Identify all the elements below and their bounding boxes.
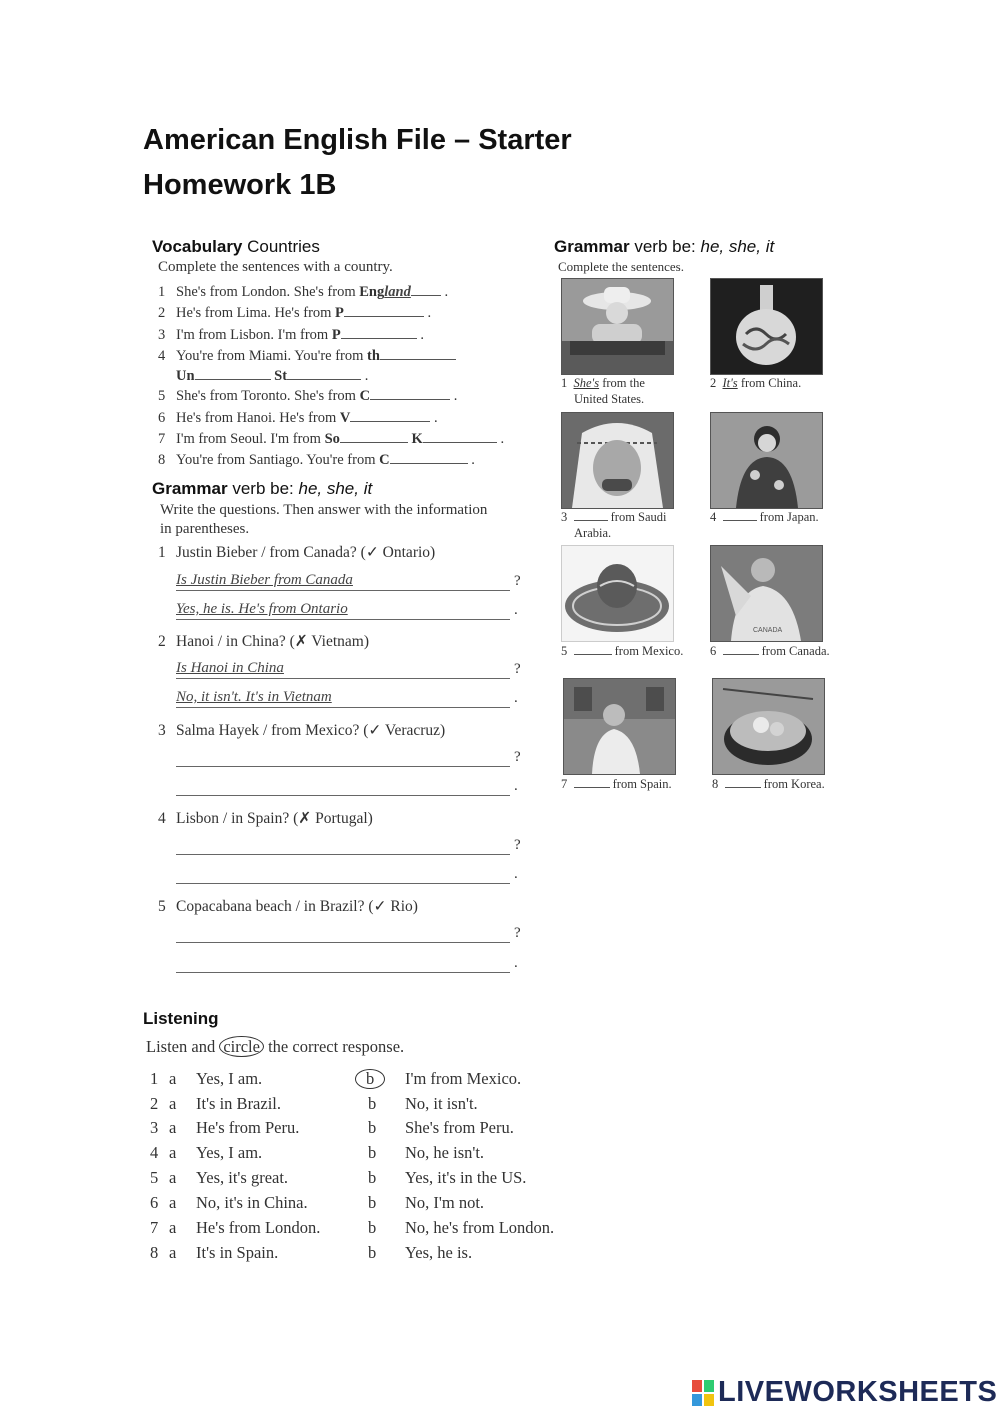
listening-option-b-6[interactable]: No, I'm not.	[405, 1193, 485, 1212]
question-prompt-3: 3 Salma Hayek / from Mexico? (✓ Veracruz)	[158, 722, 446, 739]
short-answer-3[interactable]	[176, 777, 510, 796]
vocab-blank-4b[interactable]	[195, 367, 271, 380]
listening-number-8: 8	[150, 1243, 159, 1262]
vocab-blank-7a[interactable]	[340, 430, 408, 443]
picture-caption-1: 1 She's from the	[561, 376, 645, 390]
listening-option-a-label-6[interactable]: a	[169, 1193, 177, 1212]
photo-saudi-man	[561, 412, 674, 509]
listening-option-b-label-1[interactable]: b	[355, 1069, 385, 1089]
photo-korean-food	[712, 678, 825, 775]
question-mark-2: ?	[514, 661, 521, 677]
grammar-instruction-2: in parentheses.	[160, 521, 250, 537]
picture-caption-3: 3 from Saudi	[561, 510, 667, 524]
listening-number-1: 1	[150, 1069, 159, 1088]
question-prompt-4: 4 Lisbon / in Spain? (✗ Portugal)	[158, 810, 373, 827]
svg-text:CANADA: CANADA	[753, 627, 783, 634]
vocab-item-8: 8 You're from Santiago. You're from C .	[158, 452, 475, 468]
vocab-item-1: 1 She's from London. She's from England .	[158, 284, 449, 300]
question-answer-2[interactable]: Is Hanoi in China	[176, 660, 510, 679]
listening-option-a-6[interactable]: No, it's in China.	[196, 1193, 308, 1212]
page-title: American English File – Starter	[143, 124, 572, 156]
listening-number-6: 6	[150, 1193, 159, 1212]
listening-option-b-3[interactable]: She's from Peru.	[405, 1118, 514, 1137]
photo-chinese-vase	[710, 278, 823, 375]
listening-number-2: 2	[150, 1094, 159, 1113]
vocab-item-6: 6 He's from Hanoi. He's from V .	[158, 410, 438, 426]
photo-canadian-athlete	[710, 545, 823, 642]
picture-blank-8[interactable]	[725, 777, 761, 788]
listening-option-a-label-4[interactable]: a	[169, 1143, 177, 1162]
vocabulary-heading: Vocabulary Countries	[152, 237, 320, 256]
vocab-blank-7b[interactable]	[423, 430, 497, 443]
listening-option-b-label-2[interactable]: b	[368, 1094, 377, 1113]
listening-option-a-label-7[interactable]: a	[169, 1218, 177, 1237]
short-answer-1[interactable]: Yes, he is. He's from Ontario	[176, 601, 510, 620]
question-answer-4[interactable]	[176, 836, 510, 855]
picture-caption-7: 7 from Spain.	[561, 777, 672, 791]
picture-caption-5: 5 from Mexico.	[561, 644, 684, 658]
period-2: .	[514, 690, 518, 706]
photo-japanese-woman	[710, 412, 823, 509]
vocab-item-2: 2 He's from Lima. He's from P .	[158, 305, 432, 321]
period-4: .	[514, 866, 518, 882]
question-prompt-1: 1 Justin Bieber / from Canada? (✓ Ontario)	[158, 544, 436, 561]
listening-option-a-label-2[interactable]: a	[169, 1094, 177, 1113]
listening-option-b-label-4[interactable]: b	[368, 1143, 377, 1162]
short-answer-2[interactable]: No, it isn't. It's in Vietnam	[176, 689, 510, 708]
listening-option-a-label-1[interactable]: a	[169, 1069, 177, 1088]
picture-caption-8: 8 from Korea.	[712, 777, 825, 791]
vocab-blank-5[interactable]	[370, 387, 450, 400]
question-answer-5[interactable]	[176, 924, 510, 943]
vocab-blank-2[interactable]	[344, 304, 424, 317]
picture-caption-3-line2: Arabia.	[574, 526, 612, 540]
liveworksheets-logo: LIVEWORKSHEETS	[718, 1376, 998, 1408]
listening-number-7: 7	[150, 1218, 159, 1237]
vocabulary-instruction: Complete the sentences with a country.	[158, 259, 393, 275]
picture-caption-1-line2: United States.	[574, 392, 645, 406]
picture-caption-2: 2 It's from China.	[710, 376, 802, 390]
liveworksheets-logo-icon	[692, 1380, 714, 1406]
listening-heading: Listening	[143, 1009, 219, 1028]
grammar-instruction-1: Write the questions. Then answer with the information	[160, 502, 488, 518]
vocab-blank-6[interactable]	[350, 409, 430, 422]
listening-option-a-label-3[interactable]: a	[169, 1118, 177, 1137]
listening-option-b-2[interactable]: No, it isn't.	[405, 1094, 478, 1113]
grammar-questions-heading: Grammar verb be: he, she, it	[152, 479, 373, 498]
question-answer-1[interactable]: Is Justin Bieber from Canada	[176, 572, 510, 591]
vocab-item-4: 4 You're from Miami. You're from th	[158, 347, 456, 365]
picture-blank-4[interactable]	[723, 510, 757, 521]
listening-option-b-label-5[interactable]: b	[368, 1168, 377, 1187]
listening-option-b-label-8[interactable]: b	[368, 1243, 377, 1262]
grammar-pictures-heading: Grammar verb be: he, she, it	[554, 237, 775, 256]
listening-option-a-label-5[interactable]: a	[169, 1168, 177, 1187]
vocab-item-4-line2: Un St .	[176, 368, 369, 384]
listening-option-a-2[interactable]: It's in Brazil.	[196, 1094, 281, 1113]
question-prompt-2: 2 Hanoi / in China? (✗ Vietnam)	[158, 633, 369, 650]
short-answer-5[interactable]	[176, 954, 510, 973]
page-subtitle: Homework 1B	[143, 169, 337, 201]
picture-blank-6[interactable]	[723, 644, 759, 655]
period-5: .	[514, 955, 518, 971]
listening-option-b-4[interactable]: No, he isn't.	[405, 1143, 485, 1162]
question-answer-3[interactable]	[176, 748, 510, 767]
listening-option-a-3[interactable]: He's from Peru.	[196, 1118, 300, 1137]
listening-option-b-label-6[interactable]: b	[368, 1193, 377, 1212]
question-mark-1: ?	[514, 573, 521, 589]
question-mark-3: ?	[514, 749, 521, 765]
listening-number-5: 5	[150, 1168, 159, 1187]
picture-caption-6: 6 from Canada.	[710, 644, 830, 658]
listening-option-b-1[interactable]: I'm from Mexico.	[405, 1069, 522, 1088]
vocab-blank-4a[interactable]	[380, 347, 456, 360]
vocab-blank-4c[interactable]	[287, 367, 361, 380]
photo-cowgirl	[561, 278, 674, 375]
listening-option-a-5[interactable]: Yes, it's great.	[196, 1168, 289, 1187]
question-mark-4: ?	[514, 837, 521, 853]
listening-number-3: 3	[150, 1118, 159, 1137]
vocab-item-7: 7 I'm from Seoul. I'm from So K .	[158, 431, 505, 447]
listening-number-4: 4	[150, 1143, 159, 1162]
picture-blank-5[interactable]	[574, 644, 612, 655]
listening-option-a-8[interactable]: It's in Spain.	[196, 1243, 279, 1262]
listening-option-a-7[interactable]: He's from London.	[196, 1218, 321, 1237]
vocab-item-3: 3 I'm from Lisbon. I'm from P .	[158, 327, 424, 343]
period-3: .	[514, 778, 518, 794]
period-1: .	[514, 602, 518, 618]
listening-option-b-label-3[interactable]: b	[368, 1118, 377, 1137]
listening-option-a-4[interactable]: Yes, I am.	[196, 1143, 263, 1162]
listening-option-b-7[interactable]: No, he's from London.	[405, 1218, 555, 1237]
short-answer-4[interactable]	[176, 865, 510, 884]
listening-option-b-label-7[interactable]: b	[368, 1218, 377, 1237]
listening-option-b-5[interactable]: Yes, it's in the US.	[405, 1168, 527, 1187]
picture-blank-3[interactable]	[574, 510, 608, 521]
picture-blank-7[interactable]	[574, 777, 610, 788]
grammar-pictures-instruction: Complete the sentences.	[558, 259, 684, 274]
vocab-blank-3[interactable]	[341, 326, 417, 339]
question-mark-5: ?	[514, 925, 521, 941]
vocab-item-5: 5 She's from Toronto. She's from C .	[158, 388, 458, 404]
listening-option-a-1[interactable]: Yes, I am.	[196, 1069, 263, 1088]
photo-spanish-man	[563, 678, 676, 775]
picture-caption-4: 4 from Japan.	[710, 510, 819, 524]
vocab-blank-8[interactable]	[390, 451, 468, 464]
listening-instruction: Listen and circle the correct response.	[146, 1037, 405, 1056]
question-prompt-5: 5 Copacabana beach / in Brazil? (✓ Rio)	[158, 898, 418, 915]
photo-sombrero	[561, 545, 674, 642]
listening-option-b-8[interactable]: Yes, he is.	[405, 1243, 473, 1262]
listening-option-a-label-8[interactable]: a	[169, 1243, 177, 1262]
